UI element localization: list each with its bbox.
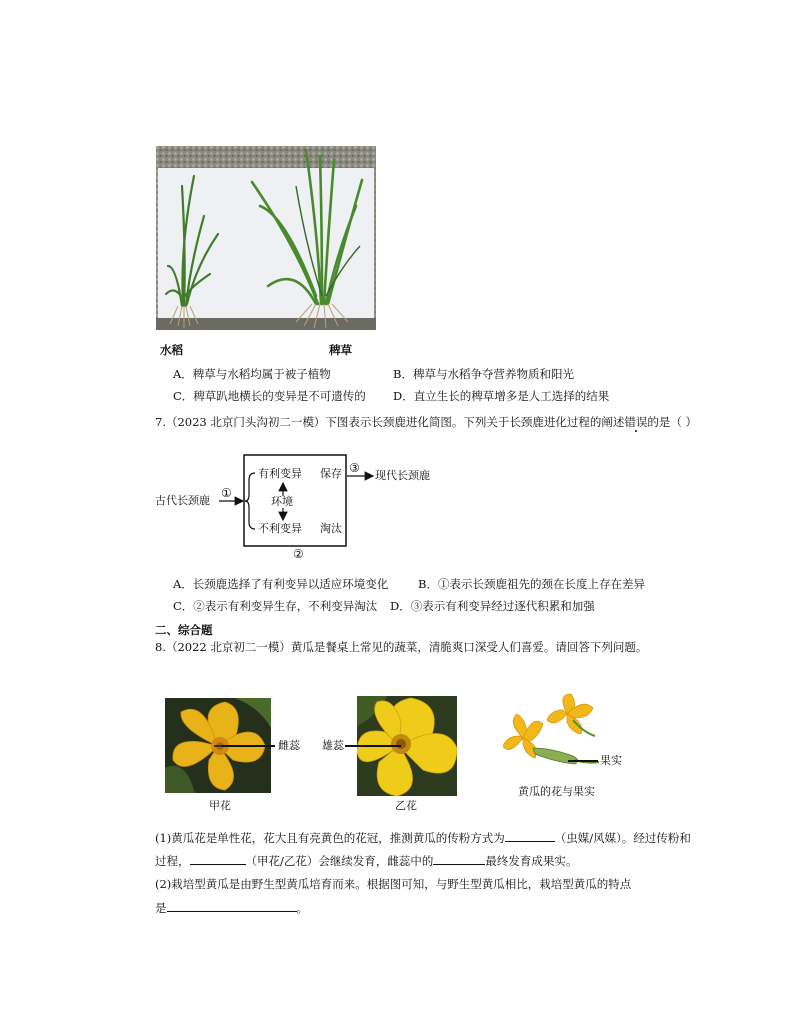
stamen-line [345, 745, 401, 747]
diagram-preserve: 保存 [320, 467, 342, 480]
q8-part2-line2 [155, 899, 308, 916]
pistil-line [222, 745, 275, 747]
q8-part2-text-c: 。 [296, 901, 308, 915]
fruit-label: 果实 [600, 754, 622, 767]
q8-part2-text: (2)栽培型黄瓜是由野生型黄瓜培育而来。根据图可知，与野生型黄瓜相比，栽培型黄瓜的特点 [155, 877, 632, 891]
cucumber-fruit-illustration [503, 692, 613, 782]
process-blank[interactable] [190, 852, 246, 865]
diagram-step2: ② [293, 547, 304, 561]
diagram-environment: 环境 [271, 495, 293, 508]
pistil-label: 雌蕊 [278, 739, 300, 752]
q8-part2-text-b: 是 [155, 901, 167, 915]
q6-option-c[interactable]: C．稗草趴地横长的变异是不可遗传的 [173, 389, 366, 403]
diagram-favorable: 有利变异 [258, 467, 302, 480]
q8-part1-text-a: (1)黄瓜花是单性花，花大且有亮黄色的花冠，推测黄瓜的传粉方式为 [155, 831, 505, 845]
fruit-line [568, 760, 598, 762]
q8-stem: 8.（2022 北京初二一模）黄瓜是餐桌上常见的蔬菜，清脆爽口深受人们喜爱。请回答下列问题。 [155, 640, 648, 654]
q7-option-b[interactable]: B．①表示长颈鹿祖先的颈在长度上存在差异 [418, 577, 645, 591]
ovary-blank[interactable] [433, 852, 485, 865]
rice-barnyard-photo [156, 146, 376, 330]
diagram-eliminate: 淘汰 [320, 522, 342, 535]
feature-blank[interactable] [167, 899, 297, 912]
q8-part1-text-e: 最终发育成果实。 [485, 854, 578, 868]
q6-option-a[interactable]: A．稗草与水稻均属于被子植物 [173, 367, 331, 381]
giraffe-evolution-diagram [155, 452, 455, 562]
rice-label: 水稻 [160, 343, 183, 357]
q7-stem [155, 414, 697, 430]
flower-fruit-caption: 黄瓜的花与果实 [518, 785, 595, 798]
q8-part1-line2 [155, 852, 577, 869]
q8-part1-text-c: 过程， [155, 854, 190, 868]
q7-stem-emphasis: 错误 [624, 415, 648, 429]
q6-option-d[interactable]: D．直立生长的稗草增多是人工选择的结果 [393, 389, 610, 403]
flower-b-caption: 乙花 [395, 799, 417, 812]
q7-stem-prefix: 7.（2023 北京门头沟初二一模）下图表示长颈鹿进化简图。下列关于长颈鹿进化过程的阐述 [155, 415, 625, 429]
stamen-label: 雄蕊 [322, 739, 344, 752]
flower-a-caption: 甲花 [209, 799, 231, 812]
q7-option-c[interactable]: C．②表示有利变异生存，不利变异淘汰 [173, 599, 378, 613]
q6-option-b[interactable]: B．稗草与水稻争夺营养物质和阳光 [393, 367, 574, 381]
q8-part1-line1 [155, 829, 691, 846]
rice-barnyard-illustration [156, 146, 376, 330]
cucumber-fruit-svg [503, 692, 613, 782]
q7-stem-suffix: 的是（ ） [647, 415, 698, 429]
diagram-ancestor: 古代长颈鹿 [155, 494, 210, 507]
diagram-step3: ③ [349, 461, 360, 475]
q8-part1-text-b: （虫媒/风媒）。经过传粉和 [554, 831, 691, 845]
q8-part1-text-d: （甲花/乙花）会继续发育，雌蕊中的 [245, 854, 434, 868]
q7-option-a[interactable]: A．长颈鹿选择了有利变异以适应环境变化 [173, 577, 389, 591]
diagram-unfavorable: 不利变异 [258, 522, 302, 535]
pollination-blank[interactable] [505, 829, 555, 842]
section-title: 二、综合题 [155, 623, 213, 637]
diagram-step1: ① [221, 486, 232, 500]
q7-option-d[interactable]: D．③表示有利变异经过逐代积累和加强 [390, 599, 595, 613]
diagram-modern: 现代长颈鹿 [375, 469, 430, 482]
barnyard-grass-label: 稗草 [329, 343, 352, 357]
